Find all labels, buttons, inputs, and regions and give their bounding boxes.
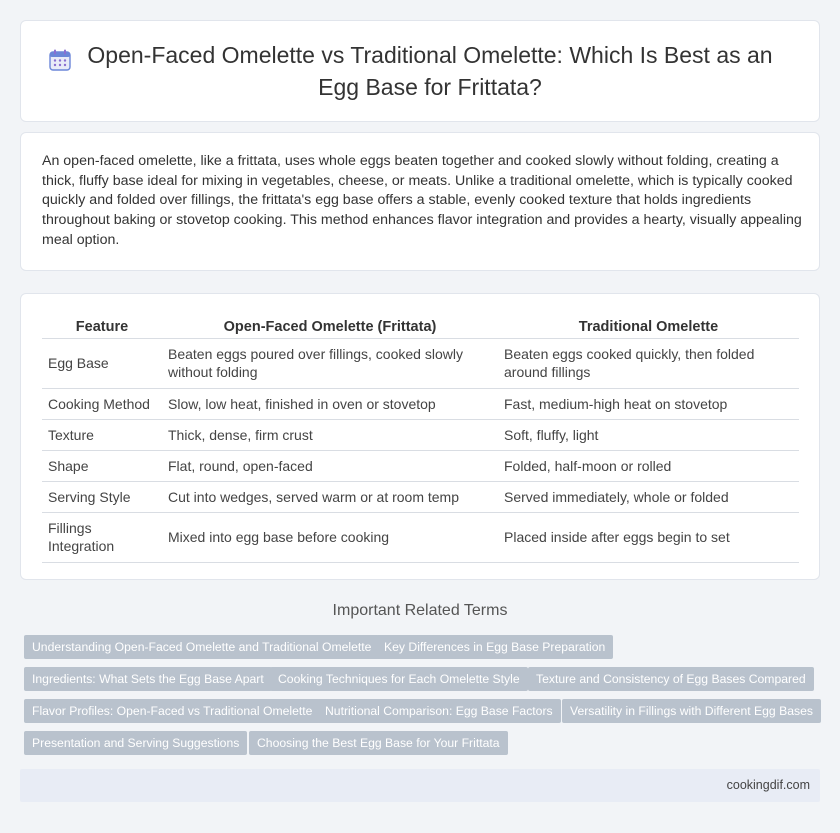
row-feature: Fillings Integration [42,512,162,562]
related-tag[interactable]: Texture and Consistency of Egg Bases Compared [528,667,814,691]
comparison-table-card [20,293,820,580]
row-traditional: Served immediately, whole or folded [498,481,799,512]
footer-site-link[interactable]: cookingdif.com [726,778,810,792]
row-traditional: Fast, medium-high heat on stovetop [498,388,799,419]
related-tag[interactable]: Nutritional Comparison: Egg Base Factors [317,699,561,723]
comparison-table [42,314,799,563]
row-open-faced: Flat, round, open-faced [162,450,498,481]
table-row [42,450,799,481]
row-traditional: Placed inside after eggs begin to set [498,512,799,562]
related-terms-heading: Important Related Terms [332,602,508,619]
table-row [42,419,799,450]
related-tag[interactable]: Key Differences in Egg Base Preparation [376,635,613,659]
row-open-faced: Mixed into egg base before cooking [162,512,498,562]
table-row [42,512,799,562]
table-row [42,338,799,388]
row-feature: Shape [42,450,162,481]
row-traditional: Folded, half-moon or rolled [498,450,799,481]
row-open-faced: Thick, dense, firm crust [162,419,498,450]
intro-card [20,132,820,271]
table-row [42,481,799,512]
related-tag[interactable]: Versatility in Fillings with Different Egg Bases [562,699,821,723]
table-row [42,388,799,419]
table-header-row [42,314,799,338]
header-open-faced: Open-Faced Omelette (Frittata) [162,314,498,338]
title-card [20,20,820,122]
row-traditional: Beaten eggs cooked quickly, then folded around fillings [498,338,799,388]
related-tag[interactable]: Choosing the Best Egg Base for Your Frittata [249,731,508,755]
row-open-faced: Beaten eggs poured over fillings, cooked slowly without folding [162,338,498,388]
row-feature: Cooking Method [42,388,162,419]
row-feature: Texture [42,419,162,450]
header-feature: Feature [42,314,162,338]
related-tag[interactable]: Presentation and Serving Suggestions [24,731,247,755]
related-tag[interactable]: Flavor Profiles: Open-Faced vs Traditional Omelette [24,699,320,723]
intro-paragraph: An open-faced omelette, like a frittata, uses whole eggs beaten together and cooked slowly without folding, creating a thick, fluffy base ideal for mixing in vegetables, cheese, or meats. Unlike a traditional omelette, which is typically cooked quickly and folded over fillings, the frittata's egg base offers a stable, evenly cooked texture that holds ingredients throughout baking or stovetop cooking. This method enhances flavor integration and provides a hearty, visually appealing meal option. [42,153,802,248]
footer [20,769,820,802]
header-traditional: Traditional Omelette [498,314,799,338]
row-feature: Serving Style [42,481,162,512]
page-title: Open-Faced Omelette vs Traditional Omelette: Which Is Best as an Egg Base for Frittata? [87,42,773,100]
row-open-faced: Cut into wedges, served warm or at room temp [162,481,498,512]
related-tag[interactable]: Ingredients: What Sets the Egg Base Apart [24,667,272,691]
related-tag[interactable]: Understanding Open-Faced Omelette and Traditional Omelette [24,635,379,659]
related-tag[interactable]: Cooking Techniques for Each Omelette Style [270,667,528,691]
row-open-faced: Slow, low heat, finished in oven or stovetop [162,388,498,419]
row-traditional: Soft, fluffy, light [498,419,799,450]
row-feature: Egg Base [42,338,162,388]
